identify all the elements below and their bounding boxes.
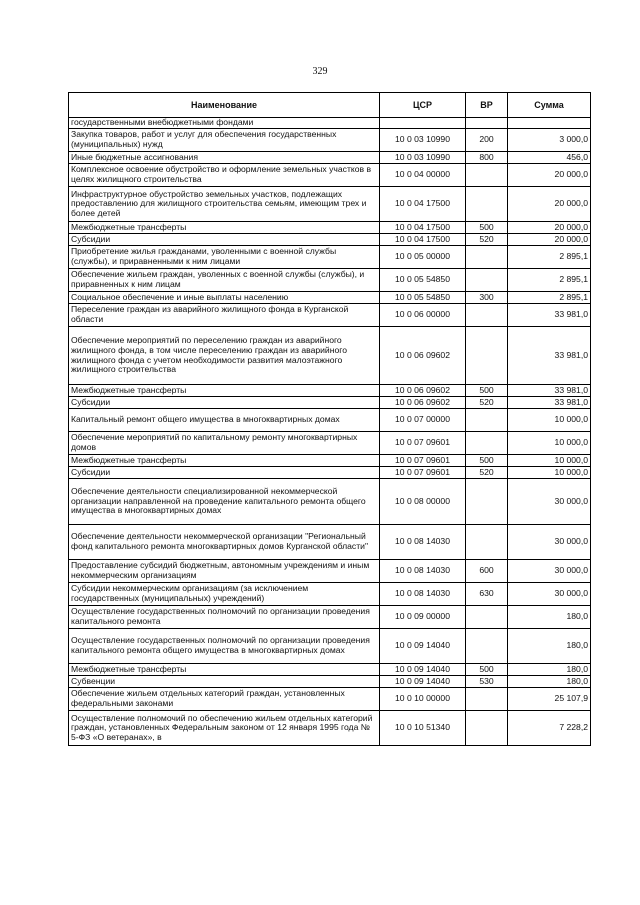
budget-table [68, 92, 591, 746]
name-cell: Иные бюджетные ассигнования [69, 152, 380, 164]
table-row [69, 385, 591, 397]
name-cell: Осуществление государственных полномочий по организации проведения капитального ремонта [69, 606, 380, 629]
vr-cell: 800 [466, 152, 508, 164]
sum-cell: 10 000,0 [508, 432, 591, 455]
sum-cell: 30 000,0 [508, 479, 591, 525]
csr-cell: 10 0 05 54850 [380, 269, 466, 292]
csr-cell: 10 0 08 14030 [380, 583, 466, 606]
sum-cell: 20 000,0 [508, 234, 591, 246]
csr-cell: 10 0 10 00000 [380, 688, 466, 711]
sum-cell: 20 000,0 [508, 222, 591, 234]
csr-cell: 10 0 10 51340 [380, 711, 466, 746]
table-row [69, 129, 591, 152]
csr-cell [380, 118, 466, 129]
vr-cell [466, 629, 508, 664]
sum-cell [508, 118, 591, 129]
name-cell: Субсидии [69, 397, 380, 409]
csr-cell: 10 0 08 14030 [380, 560, 466, 583]
csr-cell: 10 0 04 00000 [380, 164, 466, 187]
vr-cell [466, 118, 508, 129]
table-row [69, 525, 591, 560]
name-cell: Обеспечение деятельности специализированной некоммерческой организации направленной на проведение капитального ремонта общего имущества в многоквартирных домах [69, 479, 380, 525]
vr-cell: 520 [466, 234, 508, 246]
vr-cell [466, 711, 508, 746]
vr-cell [466, 187, 508, 222]
table-row [69, 327, 591, 385]
sum-cell: 180,0 [508, 606, 591, 629]
name-cell: Обеспечение жильем граждан, уволенных с военной службы (службы), и приравненных к ним лицам [69, 269, 380, 292]
table-row [69, 164, 591, 187]
table-row [69, 583, 591, 606]
sum-cell: 25 107,9 [508, 688, 591, 711]
sum-cell: 10 000,0 [508, 409, 591, 432]
csr-cell: 10 0 03 10990 [380, 129, 466, 152]
csr-cell: 10 0 06 00000 [380, 304, 466, 327]
csr-cell: 10 0 09 14040 [380, 664, 466, 676]
name-cell: Комплексное освоение обустройство и оформление земельных участков в целях жилищного строительства [69, 164, 380, 187]
vr-cell: 520 [466, 467, 508, 479]
table-row [69, 409, 591, 432]
sum-cell: 20 000,0 [508, 187, 591, 222]
sum-cell: 33 981,0 [508, 304, 591, 327]
csr-cell: 10 0 09 14040 [380, 676, 466, 688]
table-row [69, 432, 591, 455]
table-row [69, 560, 591, 583]
csr-cell: 10 0 06 09602 [380, 327, 466, 385]
sum-cell: 2 895,1 [508, 246, 591, 269]
vr-cell: 500 [466, 222, 508, 234]
table-row [69, 711, 591, 746]
csr-cell: 10 0 03 10990 [380, 152, 466, 164]
vr-cell: 500 [466, 664, 508, 676]
csr-cell: 10 0 05 00000 [380, 246, 466, 269]
sum-cell: 30 000,0 [508, 525, 591, 560]
sum-cell: 30 000,0 [508, 583, 591, 606]
sum-cell: 456,0 [508, 152, 591, 164]
table-row [69, 467, 591, 479]
csr-cell: 10 0 07 09601 [380, 455, 466, 467]
header-sum: Сумма [508, 93, 591, 118]
sum-cell: 180,0 [508, 664, 591, 676]
csr-cell: 10 0 04 17500 [380, 187, 466, 222]
csr-cell: 10 0 06 09602 [380, 397, 466, 409]
page-number: 329 [312, 66, 328, 77]
table-row [69, 187, 591, 222]
name-cell: Межбюджетные трансферты [69, 664, 380, 676]
name-cell: Обеспечение мероприятий по переселению граждан из аварийного жилищного фонда, в том числе переселению граждан из аварийного жилищного фонда с учетом необходимости развития малоэтажного жилищного строительства [69, 327, 380, 385]
csr-cell: 10 0 07 09601 [380, 432, 466, 455]
name-cell: Предоставление субсидий бюджетным, автономным учреждениям и иным некоммерческим организациям [69, 560, 380, 583]
vr-cell [466, 269, 508, 292]
sum-cell: 180,0 [508, 629, 591, 664]
vr-cell: 520 [466, 397, 508, 409]
table-row [69, 397, 591, 409]
table-row [69, 676, 591, 688]
sum-cell: 10 000,0 [508, 467, 591, 479]
table-row [69, 664, 591, 676]
vr-cell: 300 [466, 292, 508, 304]
table-row [69, 269, 591, 292]
name-cell: Обеспечение жильем отдельных категорий граждан, установленных федеральными законами [69, 688, 380, 711]
name-cell: Субсидии [69, 467, 380, 479]
vr-cell: 530 [466, 676, 508, 688]
name-cell: Межбюджетные трансферты [69, 222, 380, 234]
csr-cell: 10 0 06 09602 [380, 385, 466, 397]
name-cell: государственными внебюджетными фондами [69, 118, 380, 129]
name-cell: Социальное обеспечение и иные выплаты населению [69, 292, 380, 304]
name-cell: Капитальный ремонт общего имущества в многоквартирных домах [69, 409, 380, 432]
csr-cell: 10 0 07 00000 [380, 409, 466, 432]
table-row [69, 118, 591, 129]
table-row [69, 455, 591, 467]
csr-cell: 10 0 04 17500 [380, 234, 466, 246]
header-name: Наименование [69, 93, 380, 118]
vr-cell: 200 [466, 129, 508, 152]
table-row [69, 234, 591, 246]
csr-cell: 10 0 07 09601 [380, 467, 466, 479]
csr-cell: 10 0 08 00000 [380, 479, 466, 525]
vr-cell: 500 [466, 385, 508, 397]
sum-cell: 20 000,0 [508, 164, 591, 187]
table-row [69, 304, 591, 327]
name-cell: Межбюджетные трансферты [69, 385, 380, 397]
name-cell: Переселение граждан из аварийного жилищного фонда в Курганской области [69, 304, 380, 327]
name-cell: Закупка товаров, работ и услуг для обеспечения государственных (муниципальных) нужд [69, 129, 380, 152]
sum-cell: 3 000,0 [508, 129, 591, 152]
vr-cell [466, 432, 508, 455]
name-cell: Межбюджетные трансферты [69, 455, 380, 467]
name-cell: Субвенции [69, 676, 380, 688]
vr-cell [466, 327, 508, 385]
name-cell: Осуществление полномочий по обеспечению жильем отдельных категорий граждан, установленных Федеральным законом от 12 января 1995 года № 5-ФЗ «О ветеранах», в [69, 711, 380, 746]
name-cell: Субсидии некоммерческим организациям (за исключением государственных (муниципальных) учреждений) [69, 583, 380, 606]
table-row [69, 222, 591, 234]
header-csr: ЦСР [380, 93, 466, 118]
sum-cell: 33 981,0 [508, 397, 591, 409]
vr-cell [466, 246, 508, 269]
vr-cell: 630 [466, 583, 508, 606]
name-cell: Обеспечение мероприятий по капитальному ремонту многоквартирных домов [69, 432, 380, 455]
csr-cell: 10 0 04 17500 [380, 222, 466, 234]
csr-cell: 10 0 09 00000 [380, 606, 466, 629]
sum-cell: 180,0 [508, 676, 591, 688]
table-row [69, 152, 591, 164]
vr-cell: 600 [466, 560, 508, 583]
vr-cell [466, 409, 508, 432]
header-vr: ВР [466, 93, 508, 118]
name-cell: Субсидии [69, 234, 380, 246]
table-header-row [69, 93, 591, 118]
table-row [69, 246, 591, 269]
vr-cell [466, 479, 508, 525]
sum-cell: 30 000,0 [508, 560, 591, 583]
name-cell: Осуществление государственных полномочий по организации проведения капитального ремонта общего имущества в многоквартирных домах [69, 629, 380, 664]
csr-cell: 10 0 05 54850 [380, 292, 466, 304]
sum-cell: 33 981,0 [508, 327, 591, 385]
name-cell: Инфраструктурное обустройство земельных участков, подлежащих предоставлению для жилищного строительства семьям, имеющим трех и более детей [69, 187, 380, 222]
table-row [69, 688, 591, 711]
name-cell: Обеспечение деятельности некоммерческой организации "Региональный фонд капитального ремонта многоквартирных домов Курганской области" [69, 525, 380, 560]
table-row [69, 606, 591, 629]
table-row [69, 292, 591, 304]
name-cell: Приобретение жилья гражданами, уволенными с военной службы (службы), и приравненными к ним лицами [69, 246, 380, 269]
sum-cell: 2 895,1 [508, 269, 591, 292]
vr-cell: 500 [466, 455, 508, 467]
csr-cell: 10 0 09 14040 [380, 629, 466, 664]
vr-cell [466, 525, 508, 560]
sum-cell: 7 228,2 [508, 711, 591, 746]
table-body [69, 118, 591, 746]
table-row [69, 479, 591, 525]
vr-cell [466, 164, 508, 187]
vr-cell [466, 606, 508, 629]
sum-cell: 33 981,0 [508, 385, 591, 397]
sum-cell: 10 000,0 [508, 455, 591, 467]
vr-cell [466, 304, 508, 327]
vr-cell [466, 688, 508, 711]
sum-cell: 2 895,1 [508, 292, 591, 304]
table-row [69, 629, 591, 664]
csr-cell: 10 0 08 14030 [380, 525, 466, 560]
